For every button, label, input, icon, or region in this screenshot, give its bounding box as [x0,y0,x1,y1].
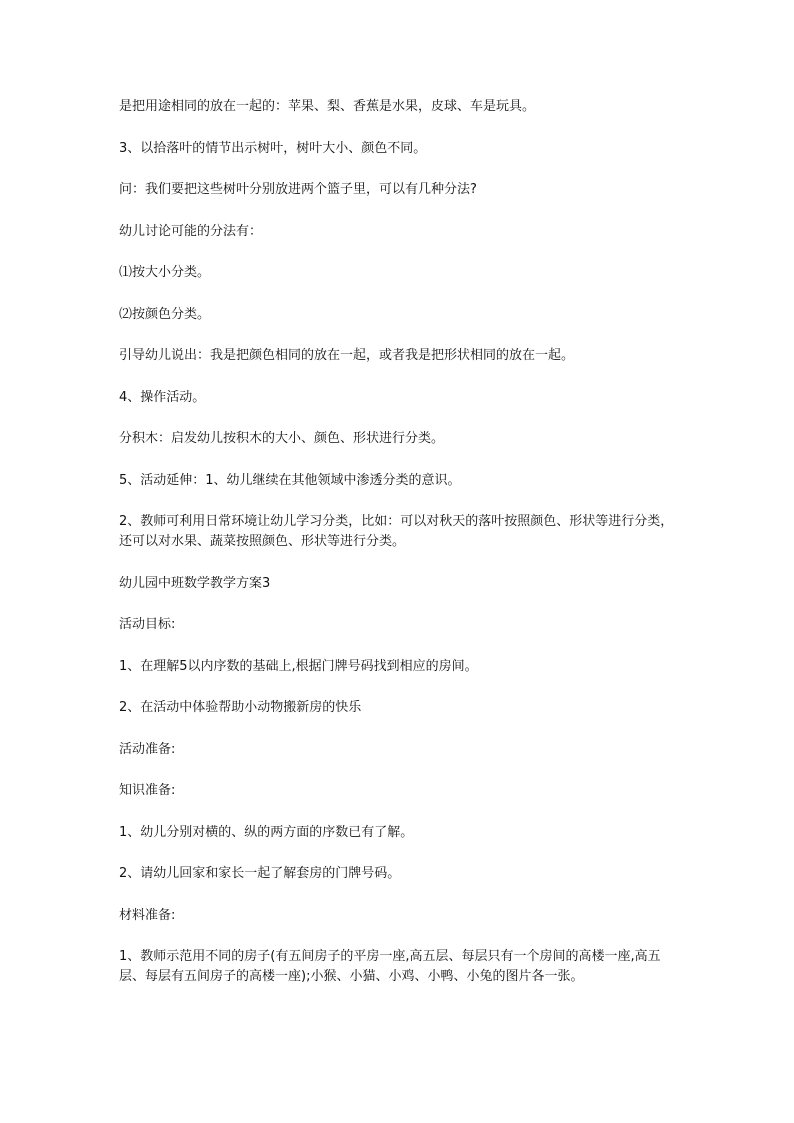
paragraph-step-5: 5、活动延伸：1、幼儿继续在其他领域中渗透分类的意识。 [119,472,461,488]
paragraph-goal-2: 2、在活动中体验帮助小动物搬新房的快乐 [119,700,362,715]
document-body [119,97,679,1009]
paragraph-by-size: ⑴按大小分类。 [119,265,211,280]
paragraph-by-color: ⑵按颜色分类。 [119,306,211,322]
heading-knowledge-prep: 知识准备: [119,783,176,798]
paragraph-blocks: 分积木：启发幼儿按积木的大小、颜色、形状进行分类。 [119,431,445,446]
heading-material-prep: 材料准备: [119,907,176,923]
paragraph-goal-1: 1、在理解5以内序数的基础上,根据门牌号码找到相应的房间。 [119,658,478,674]
heading-activity-goals: 活动目标: [119,617,176,632]
paragraph-classification-by-use: 是把用途相同的放在一起的：苹果、梨、香蕉是水果，皮球、车是玩具。 [119,99,536,114]
paragraph-step-3-leaves: 3、以拾落叶的情节出示树叶，树叶大小、颜色不同。 [119,140,427,156]
paragraph-guide: 引导幼儿说出：我是把颜色相同的放在一起，或者我是把形状相同的放在一起。 [119,348,575,363]
paragraph-question: 问：我们要把这些树叶分别放进两个篮子里，可以有几种分法? [119,182,477,197]
section-title-plan-3: 幼儿园中班数学教学方案3 [119,575,271,591]
paragraph-discussion: 幼儿讨论可能的分法有： [119,223,263,239]
paragraph-knowledge-2: 2、请幼儿回家和家长一起了解套房的门牌号码。 [119,866,401,881]
paragraph-teacher-env: 2、教师可利用日常环境让幼儿学习分类，比如：可以对秋天的落叶按照颜色、形状等进行分类，还可以对水果、蔬菜按照颜色、形状等进行分类。 [119,514,674,549]
paragraph-knowledge-1: 1、幼儿分别对横的、纵的两方面的序数已有了解。 [119,824,414,840]
paragraph-material-1: 1、教师示范用不同的房子(有五间房子的平房一座,高五层、每层只有一个房间的高楼一座,高五层、每层有五间房子的高楼一座);小猴、小猫、小鸡、小鸭、小兔的图片各一张。 [119,949,661,984]
paragraph-step-4: 4、操作活动。 [119,389,206,405]
heading-activity-prep: 活动准备: [119,741,176,757]
